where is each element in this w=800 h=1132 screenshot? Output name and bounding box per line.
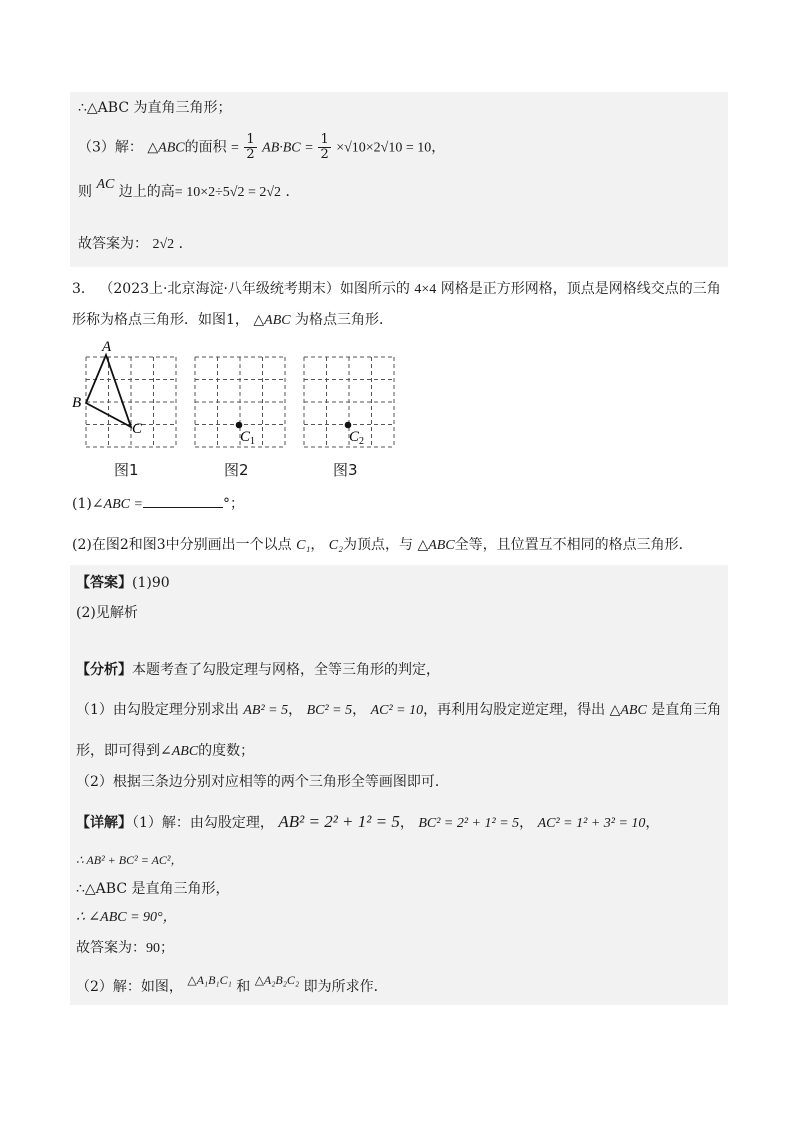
q1-answer-blank[interactable] (143, 493, 223, 508)
ans-value: 90 (146, 941, 160, 956)
half-fraction-2 (318, 133, 330, 162)
answer-line-1 (76, 573, 170, 593)
detail-comma-2: ， (519, 815, 534, 831)
label-b: B (72, 395, 82, 411)
a1-line2-b: 的度数； (198, 743, 255, 759)
a1-ac: AC² = 10 (370, 703, 424, 718)
label-a: A (102, 339, 112, 355)
prev-height (78, 177, 300, 203)
q2-c1: C₁ (296, 538, 311, 553)
p2-t2: △A₂B₂C₂ (254, 973, 300, 987)
a1-end: 是直角三角 (651, 702, 722, 718)
part3-ab-bc: AB·BC (262, 140, 301, 156)
analysis-tag: 【分析】 (76, 662, 132, 678)
point-c2 (345, 422, 352, 429)
q1-angle: ∠ABC = (91, 497, 143, 512)
half-num: 1 (246, 132, 255, 147)
question-stem-line2 (72, 310, 393, 331)
p2-prefix: （2）解：如图， (76, 979, 183, 995)
a1-angle: ∠ABC (160, 744, 199, 759)
prev-conclusion (78, 98, 232, 118)
half-den-2: 2 (320, 147, 329, 162)
part3-area-text: 的面积 (184, 139, 227, 156)
answer-tag: 【答案】 (76, 575, 132, 591)
part3-triangle: △ABC (147, 140, 185, 156)
angle-line (76, 907, 177, 928)
stem-b: 网格是正方形网格，顶点是网格线交点的三角 (440, 281, 721, 297)
height-prefix: 则 (78, 184, 92, 200)
right-line (76, 879, 230, 899)
detail-ac: AC² = 1² + 3² = 10 (537, 816, 646, 831)
stem-triangle: △ABC (253, 313, 291, 328)
analysis-text: 本题考查了勾股定理与网格，全等三角形的判定， (132, 662, 440, 678)
answer-value-line (76, 938, 174, 959)
prev-answer-value: 2√2 (152, 237, 175, 252)
a1-triangle: △ABC (609, 703, 647, 718)
a1-prefix: （1）由勾股定理分别求出 (76, 702, 239, 718)
height-eq: = 10×2÷5√2 = 2√2 (174, 185, 282, 200)
half-fraction (244, 133, 256, 162)
label-c2: $C_2$ (349, 429, 365, 447)
detail-bc: BC² = 2² + 1² = 5 (418, 816, 520, 831)
grid-figures (72, 339, 410, 455)
p2-t1: △A₁B₁C₁ (187, 973, 232, 987)
prev-answer-end: ． (178, 236, 193, 252)
prev-conclusion-text: ∴△ABC 为直角三角形； (78, 100, 232, 116)
label-c: C (132, 421, 143, 437)
angle-line-text: ∴ ∠ABC = 90°， (76, 910, 177, 925)
sum-line-text: ∴ AB² + BC² = AC²， (76, 853, 183, 867)
prev-answer (78, 234, 193, 255)
detail-1: （1）解：由勾股定理， (132, 815, 274, 831)
a1-bc: BC² = 5 (306, 703, 353, 718)
ans-prefix: 故答案为： (76, 940, 146, 956)
answer-1: (1)90 (132, 575, 170, 591)
caption-fig2: 图2 (224, 461, 249, 479)
q1-unit: °； (222, 496, 244, 512)
q2-sep: ， (310, 537, 325, 553)
sum-line (76, 850, 183, 870)
caption-fig1: 图1 (114, 461, 139, 479)
sub-question-1 (72, 493, 244, 515)
part3-product: ×√10×2√10 = 10 (336, 140, 432, 156)
analysis-step-2 (76, 772, 449, 792)
a1-line2-a: 形，即可得到 (76, 743, 160, 759)
p2-end: 即为所求作． (303, 979, 388, 995)
detail-line (76, 812, 659, 834)
part3-end: ， (431, 139, 446, 156)
detail-comma-3: ， (645, 815, 660, 831)
a1-mid: ，再利用勾股定逆定理，得出 (423, 702, 606, 718)
caption-fig3: 图3 (333, 461, 358, 479)
answer-2: (2)见解析 (76, 605, 138, 621)
detail-ab: AB² = 2² + 1² = 5 (278, 812, 400, 831)
p2-and: 和 (236, 979, 251, 995)
grid-size: 4×4 (414, 282, 437, 297)
prev-part3: （3）解： △ABC的面积 = $\frac{1}{2}$ AB·BC = $\frac{1}{2}$ ×√10×2√10 = 10， (78, 132, 446, 162)
point-c1 (236, 422, 243, 429)
q1-prefix: (1) (72, 496, 92, 512)
detail-comma-1: ， (399, 815, 414, 831)
analysis-step-1: （1）由勾股定理分别求出 AB² = 5， BC² = 5， AC² = 10，再利用勾股定逆定理，得出 △ABC 是直角三角 (76, 702, 722, 718)
analysis-line (76, 660, 440, 680)
detail-tag: 【详解】 (76, 815, 132, 831)
analysis-step-1-cont (76, 741, 254, 762)
height-ac: AC (96, 177, 115, 192)
question-number: 3． (72, 281, 95, 297)
height-text: 边上的高 (118, 184, 175, 200)
stem-a: 如图所示的 (339, 281, 410, 297)
stem-d: 为格点三角形． (295, 312, 394, 328)
a2: （2）根据三条边分别对应相等的两个三角形全等画图即可． (76, 774, 449, 790)
question-stem-line1 (72, 279, 721, 300)
ans-end: ； (160, 940, 174, 956)
height-end: ． (285, 184, 300, 200)
q2-c2: C₂ (328, 538, 343, 553)
a1-ab: AB² = 5 (243, 703, 289, 718)
q2-b: 为顶点，与 (343, 537, 413, 553)
answer-line-2 (76, 603, 138, 623)
question-source: （2023上·北京海淀·八年级统考期末） (99, 281, 340, 297)
label-c1: $C_1$ (240, 429, 256, 447)
q2-a: (2)在图2和图3中分别画出一个以点 (72, 537, 292, 553)
part3-prefix: （3）解： (78, 139, 143, 156)
prev-answer-prefix: 故答案为： (78, 236, 148, 252)
q2-c: 全等，且位置互不相同的格点三角形． (454, 537, 693, 553)
q2-triangle: △ABC (417, 538, 455, 553)
part2-line (76, 973, 388, 997)
sub-question-2 (72, 535, 693, 556)
right-line-text: ∴△ABC 是直角三角形， (76, 881, 230, 897)
half-den: 2 (246, 147, 255, 162)
stem-c: 形称为格点三角形．如图1， (72, 312, 249, 328)
half-num-2: 1 (320, 132, 329, 147)
